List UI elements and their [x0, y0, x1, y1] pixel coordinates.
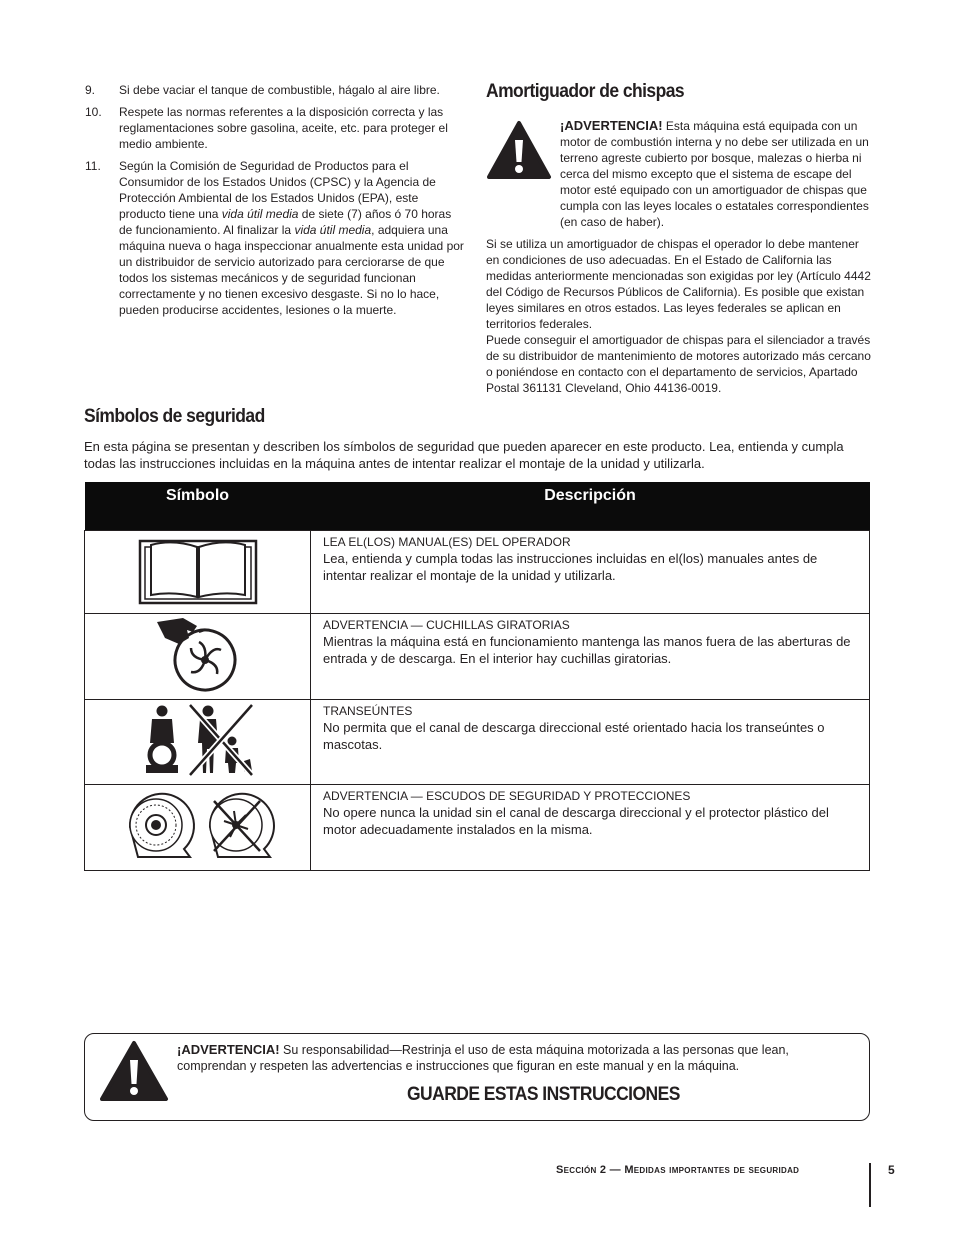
list-item [85, 104, 465, 152]
symbol-cell [85, 785, 311, 871]
table-row [85, 531, 870, 614]
warning-label: ¡ADVERTENCIA! [177, 1042, 280, 1057]
bystanders-icon [140, 703, 256, 779]
spark-paragraph: Si se utiliza un amortiguador de chispas el operador lo debe mantener en condiciones de uso adecuadas. En el Estado de California las medidas anteriormente mencionadas son exigidas por ley (Artículo 4442 del Código de Recursos Públicos de California). Es posible que existan leyes similares en otros estados. Las leyes federales se aplican en territorios federales. [486, 237, 871, 331]
symbol-title: LEA EL(LOS) MANUAL(ES) DEL OPERADOR [323, 535, 571, 549]
symbol-description: Mientras la máquina está en funcionamiento mantenga las manos fuera de las aberturas de entrada y de descarga. En el interior hay cuchillas giratorias. [323, 634, 851, 666]
spark-paragraphs [486, 236, 872, 396]
table-row [85, 614, 870, 700]
description-cell [311, 785, 870, 871]
list-item [85, 158, 465, 318]
list-number: 9. [85, 83, 96, 97]
warning-label: ¡ADVERTENCIA! [560, 118, 663, 133]
manual-book-icon [138, 537, 258, 607]
symbol-cell [85, 700, 311, 785]
table-row [85, 785, 870, 871]
symbol-description: Lea, entienda y cumpla todas las instrucciones incluidas en el(los) manuales antes de intentar realizar el montaje de la unidad y utilizarla. [323, 551, 818, 583]
symbol-cell [85, 614, 311, 700]
column-header-description: Descripción [311, 482, 870, 531]
description-cell [311, 700, 870, 785]
list-text: Según la Comisión de Seguridad de Productos para el Consumidor de los Estados Unidos (CPSC) y la Agencia de Protección Ambiental de los Estados Unidos (EPA), este producto tiene una vida útil media de siete (7) años ó 70 horas de funcionamiento. Al finalizar la vida útil media, adquiera una máquina nueva o haga inspeccionar anualmente esta unidad por un distribuidor de servicio autorizado para cerciorarse de que todos los sistemas mecánicos y de seguridad funcionan correctamente y no tienen excesivo desgaste. Si no lo hace, pueden producirse accidentes, lesiones o la muerte. [119, 159, 464, 317]
description-cell [311, 531, 870, 614]
symbol-title: ADVERTENCIA — CUCHILLAS GIRATORIAS [323, 618, 570, 632]
list-item [85, 82, 465, 98]
page-number: 5 [888, 1163, 895, 1177]
spark-warning [560, 118, 872, 230]
symbol-description: No permita que el canal de descarga direccional esté orientado hacia los transeúntes o mascotas. [323, 720, 825, 752]
warning-text: Esta máquina está equipada con un motor de combustión interna y no debe ser utilizada en un terreno agreste cubierto por bosque, malezas o hierba ni cerca del mismo excepto que el sistema de escape del motor esté equipado con un amortiguador de chispas que cumpla con las leyes locales o estatales correspondientes (en caso de haber). [560, 119, 869, 229]
spark-arrester-heading: Amortiguador de chispas [486, 81, 685, 102]
warning-triangle-icon [486, 120, 552, 185]
numbered-list [85, 82, 465, 324]
symbol-cell [85, 531, 311, 614]
symbol-description: No opere nunca la unidad sin el canal de descarga direccional y el protector plástico del motor adecuadamente instalados en la misma. [323, 805, 829, 837]
symbols-table [84, 482, 870, 871]
footer-section-title: Sección 2 — Medidas importantes de seguridad [556, 1164, 800, 1176]
bottom-warning-text [177, 1042, 857, 1074]
table-row [85, 700, 870, 785]
safety-shields-icon [118, 787, 278, 865]
list-number: 11. [85, 159, 101, 173]
list-number: 10. [85, 105, 102, 119]
rotating-blades-icon [153, 616, 243, 694]
symbol-title: ADVERTENCIA — ESCUDOS DE SEGURIDAD Y PROTECCIONES [323, 789, 691, 803]
symbol-title: TRANSEÚNTES [323, 704, 413, 718]
column-header-symbol: Símbolo [85, 482, 311, 531]
warning-triangle-icon [99, 1040, 169, 1107]
description-cell [311, 614, 870, 700]
safety-symbols-heading: Símbolos de seguridad [84, 406, 265, 427]
list-text: Si debe vaciar el tanque de combustible, hágalo al aire libre. [119, 83, 440, 97]
list-text: Respete las normas referentes a la disposición correcta y las reglamentaciones sobre gasolina, aceite, etc. para proteger el medio ambiente. [119, 105, 448, 151]
warning-text: Su responsabilidad—Restrinja el uso de esta máquina motorizada a las personas que lean, comprendan y respeten las advertencias e instrucciones que figuran en este manual y en la máquina. [177, 1043, 789, 1073]
bottom-warning-box [84, 1033, 870, 1121]
footer-divider [869, 1163, 871, 1207]
save-instructions-title: GUARDE ESTAS INSTRUCCIONES [407, 1084, 680, 1105]
spark-paragraph: Puede conseguir el amortiguador de chispas para el silenciador a través de su distribuidor de mantenimiento de motores autorizado más cercano o poniéndose en contacto con el departamento de servicios, Apartado Postal 361131 Cleveland, Ohio 44136-0019. [486, 333, 871, 395]
safety-symbols-intro: En esta página se presentan y describen los símbolos de seguridad que pueden aparecer en este producto. Lea, entienda y cumpla todas las instrucciones incluidas en la máquina antes de intentar realizar el montaje de la unidad y utilizarla. [84, 439, 844, 471]
